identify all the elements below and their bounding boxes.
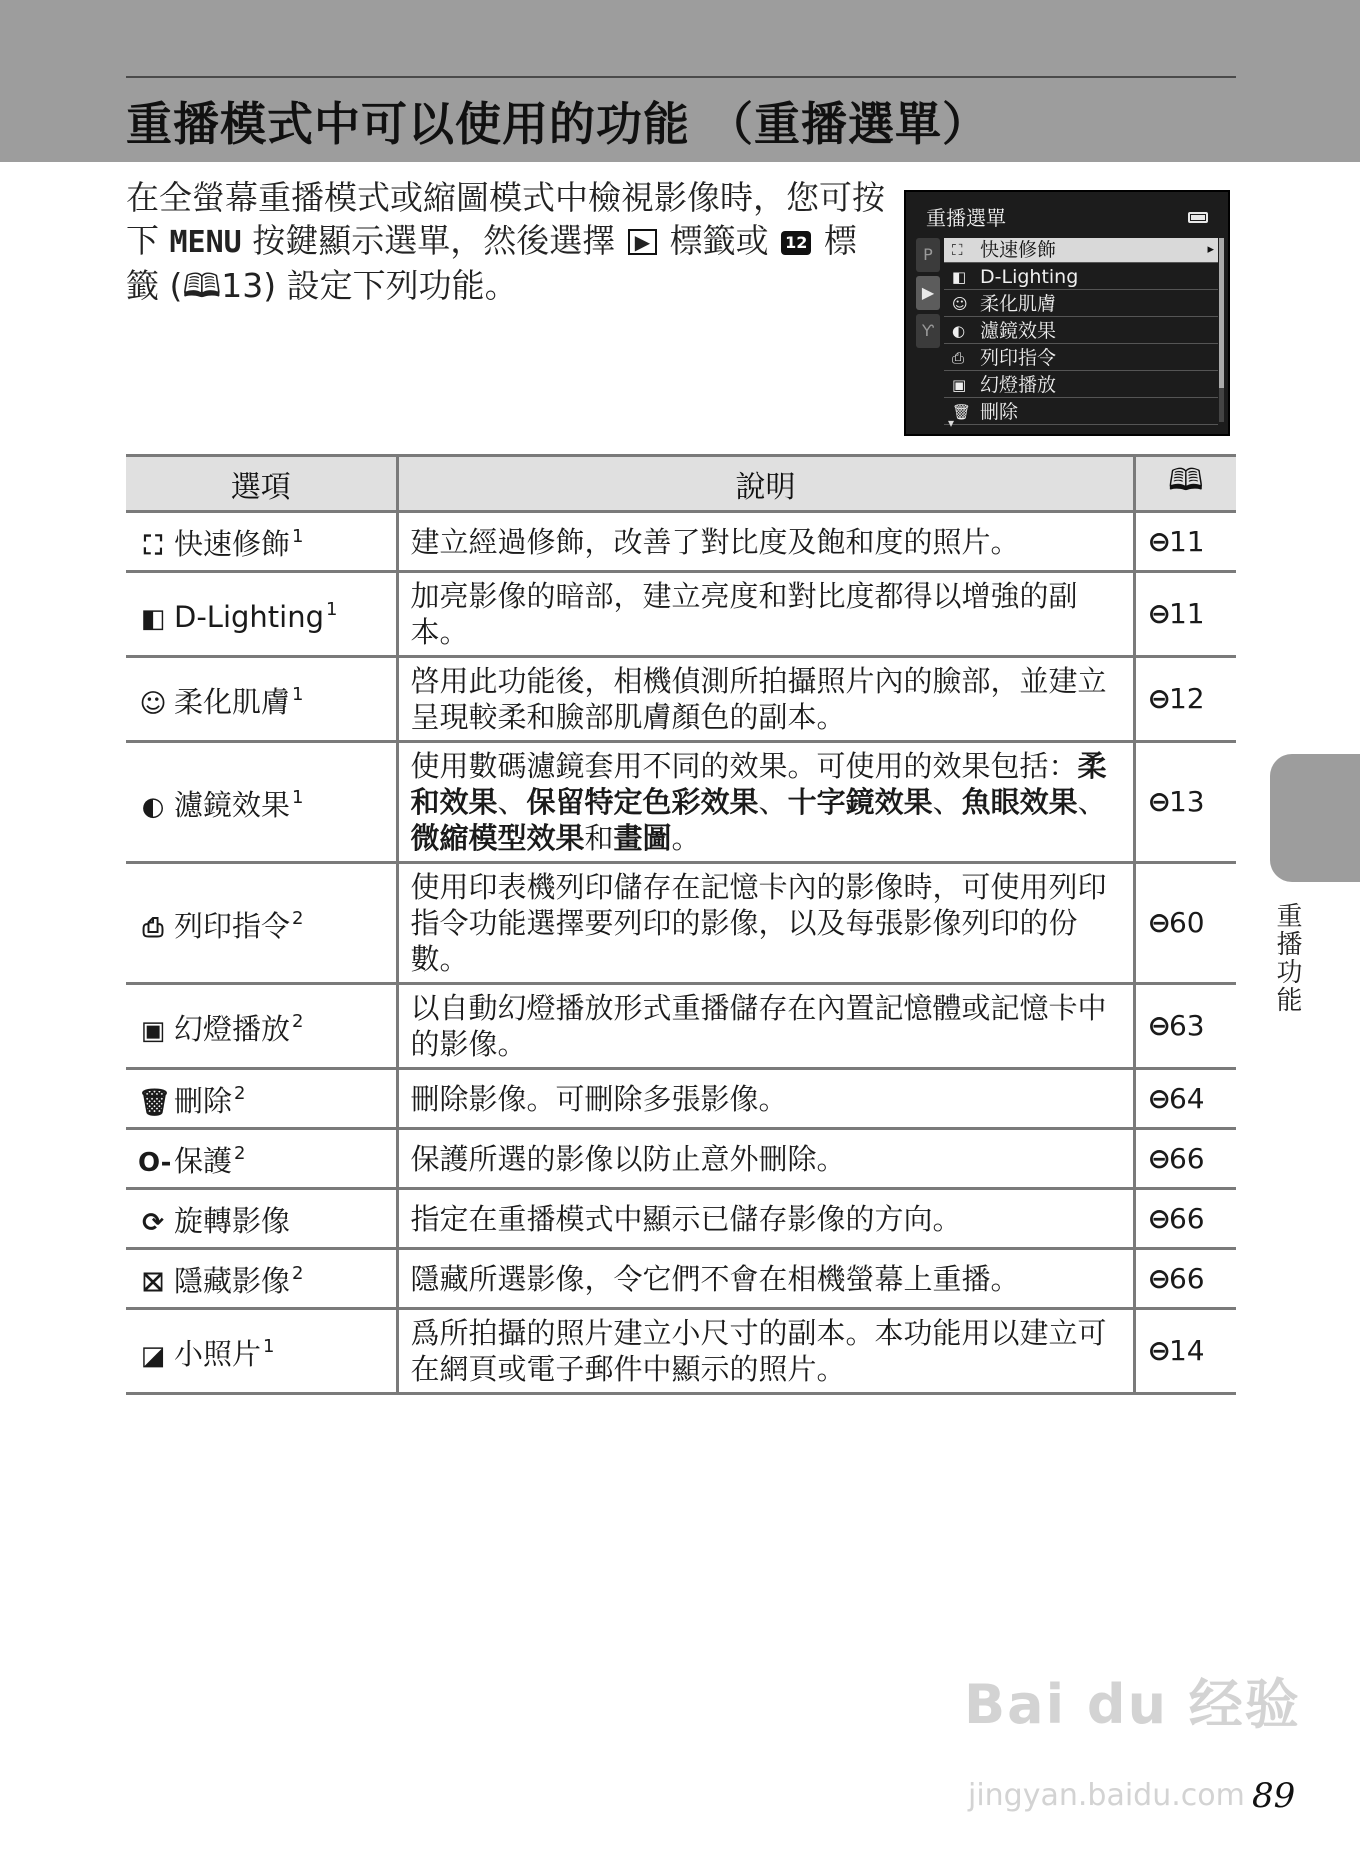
camera-menu-item-label: 刪除: [980, 401, 1019, 423]
small-picture-icon: ◪: [140, 1340, 166, 1371]
footnote-mark: 2: [292, 1263, 304, 1284]
ref-cell: [1134, 657, 1236, 742]
camera-menu-title: 重播選單: [926, 206, 1006, 230]
page-number: 89: [1252, 1776, 1296, 1816]
footnote-mark: 1: [292, 786, 304, 808]
effect-name: 魚眼效果: [961, 785, 1078, 819]
watermark-logo: Bai du 经验: [964, 1673, 1301, 1736]
more-items-arrow-icon: ▾: [948, 416, 955, 430]
camera-menu-item: [944, 292, 1218, 317]
reference-section-icon: ⊖: [1147, 906, 1169, 939]
ref-cell: [1134, 1189, 1236, 1249]
effect-name: 畫圖: [613, 821, 672, 855]
reference-section-icon: ⊖: [1147, 1334, 1169, 1367]
side-section-label: 重播功能: [1272, 902, 1302, 1014]
footnote-mark: 1: [326, 598, 338, 620]
option-cell: [126, 1309, 397, 1394]
reference-section-icon: ⊖: [1147, 1141, 1169, 1175]
camera-menu-item: [944, 346, 1218, 371]
header-description: 說明: [397, 456, 1134, 512]
option-label: 旋轉影像: [174, 1204, 291, 1238]
ref-page: 66: [1168, 1141, 1205, 1175]
description-cell: 加亮影像的暗部，建立亮度和對比度都得以增強的副本。: [397, 572, 1134, 657]
book-ref-icon: 🕮: [182, 266, 222, 305]
option-label: 小照片: [174, 1336, 262, 1371]
print-order-icon: ⎙: [142, 912, 164, 943]
description-cell: [397, 742, 1134, 863]
ref-page: 66: [1168, 1201, 1205, 1235]
camera-menu-item-label: 柔化肌膚: [980, 293, 1057, 315]
filter-effects-icon: ◐: [141, 791, 165, 822]
reference-section-icon: ⊖: [1147, 1009, 1169, 1042]
camera-menu-item: [944, 400, 1218, 425]
separator: 和: [584, 821, 614, 855]
menu-button-label: MENU: [169, 225, 242, 260]
footnote-mark: 1: [292, 526, 304, 547]
table-row: [126, 863, 1236, 984]
table-row: [126, 512, 1236, 572]
effect-name: 柔和效果: [410, 749, 1107, 819]
ref-page: 66: [1168, 1261, 1205, 1295]
reference-section-icon: ⊖: [1147, 1201, 1169, 1235]
reference-section-icon: ⊖: [1147, 1261, 1169, 1295]
camera-menu-list: [944, 238, 1218, 427]
table-row: [126, 572, 1236, 657]
reference-section-icon: ⊖: [1147, 785, 1169, 818]
header-ref-book-icon: 🕮: [1134, 456, 1236, 512]
submenu-arrow-icon: ▸: [1207, 242, 1214, 257]
intro-paragraph: [126, 176, 886, 307]
ref-cell: [1134, 984, 1236, 1069]
header-rule: [126, 76, 1236, 78]
option-label: 濾鏡效果: [174, 787, 291, 822]
camera-menu-item-label: 快速修飾: [980, 239, 1057, 261]
camera-menu-screenshot: [904, 190, 1230, 436]
separator: 。: [671, 821, 701, 855]
description-cell: 隱藏所選影像，令它們不會在相機螢幕上重播。: [397, 1249, 1134, 1309]
footnote-mark: 2: [292, 907, 304, 929]
description-cell: 爲所拍攝的照片建立小尺寸的副本。本功能用以建立可在網頁或電子郵件中顯示的照片。: [397, 1309, 1134, 1394]
playback-tab-icon: ▶: [916, 276, 940, 310]
intro-text-5: 13) 設定下列功能。: [221, 266, 518, 305]
option-cell: [126, 984, 397, 1069]
table-row: [126, 742, 1236, 863]
footnote-mark: 1: [263, 1335, 275, 1357]
footnote-mark: 2: [234, 1143, 246, 1164]
camera-menu-item: [944, 238, 1218, 263]
reference-section-icon: ⊖: [1147, 1081, 1169, 1115]
ref-page: 63: [1168, 1009, 1205, 1042]
ref-cell: [1134, 863, 1236, 984]
option-label: D-Lighting: [174, 599, 325, 634]
d-lighting-icon: ◧: [952, 268, 967, 286]
quick-retouch-icon: ⛶: [143, 531, 163, 561]
rotate-icon: ⟳: [142, 1208, 164, 1238]
ref-page: 60: [1168, 906, 1205, 939]
trash-icon: 🗑: [138, 1088, 172, 1118]
trash-icon: 🗑: [952, 403, 972, 421]
slide-show-icon: ▣: [140, 1015, 166, 1046]
table-header-row: [126, 456, 1236, 512]
table-row: [126, 1129, 1236, 1189]
ref-page: 12: [1168, 682, 1205, 715]
ref-cell: [1134, 512, 1236, 572]
footnote-mark: 2: [292, 1010, 304, 1032]
option-cell: [126, 512, 397, 572]
play-tab-icon: ▶: [628, 229, 657, 255]
option-cell: [126, 742, 397, 863]
ref-cell: [1134, 1309, 1236, 1394]
option-label: 柔化肌膚: [174, 684, 291, 719]
camera-menu-item-label: 幻燈播放: [980, 374, 1057, 396]
ref-page: 14: [1168, 1334, 1205, 1367]
list-tab-icon: 12: [781, 231, 811, 255]
table-row: [126, 1249, 1236, 1309]
separator: 、: [758, 785, 788, 819]
skin-softening-icon: ☺: [952, 295, 968, 313]
ref-cell: [1134, 1129, 1236, 1189]
description-text: 使用數碼濾鏡套用不同的效果。可使用的效果包括：: [410, 749, 1078, 783]
camera-menu-item: [944, 373, 1218, 398]
watermark-url: jingyan.baidu.com: [968, 1778, 1245, 1813]
print-order-icon: ⎙: [952, 349, 965, 367]
ref-page: 11: [1168, 597, 1205, 630]
description-cell: 刪除影像。可刪除多張影像。: [397, 1069, 1134, 1129]
description-cell: 保護所選的影像以防止意外刪除。: [397, 1129, 1134, 1189]
ref-cell: [1134, 1249, 1236, 1309]
separator: 、: [497, 785, 527, 819]
camera-menu-item-label: 濾鏡效果: [980, 320, 1057, 342]
ref-page: 64: [1168, 1081, 1205, 1115]
option-label: 刪除: [174, 1084, 233, 1118]
option-label: 快速修飾: [174, 527, 291, 561]
footnote-mark: 1: [292, 683, 304, 705]
intro-text-3: 標籤或: [659, 221, 780, 260]
option-label: 列印指令: [174, 908, 291, 943]
option-cell: [126, 572, 397, 657]
header-option: 選項: [126, 456, 397, 512]
option-cell: [126, 1069, 397, 1129]
hide-image-icon: ⛝: [143, 1268, 163, 1298]
table-row: [126, 1189, 1236, 1249]
playback-menu-table: [126, 454, 1236, 1395]
quick-retouch-icon: ⛶: [952, 241, 963, 259]
reference-section-icon: ⊖: [1147, 682, 1169, 715]
separator: 、: [932, 785, 962, 819]
camera-menu-item: [944, 265, 1218, 290]
page-title: 重播模式中可以使用的功能 （重播選單）: [126, 97, 990, 151]
reference-section-icon: ⊖: [1147, 524, 1169, 558]
option-label: 幻燈播放: [174, 1011, 291, 1046]
ref-cell: [1134, 1069, 1236, 1129]
description-cell: 啓用此功能後，相機偵測所拍攝照片內的臉部，並建立呈現較柔和臉部肌膚顏色的副本。: [397, 657, 1134, 742]
effect-name: 保留特定色彩效果: [526, 785, 759, 819]
d-lighting-icon: ◧: [140, 603, 166, 634]
description-cell: 指定在重播模式中顯示已儲存影像的方向。: [397, 1189, 1134, 1249]
table-row: [126, 657, 1236, 742]
table-row: [126, 984, 1236, 1069]
camera-menu-item-label: D-Lighting: [980, 266, 1079, 288]
reference-section-icon: ⊖: [1147, 597, 1169, 630]
ref-cell: [1134, 572, 1236, 657]
intro-text-4: 標籤 (: [126, 221, 857, 305]
effect-name: 十字鏡效果: [787, 785, 933, 819]
filter-effects-icon: ◐: [952, 322, 966, 340]
camera-menu-scrollbar: [1219, 238, 1224, 422]
camera-menu-item: [944, 319, 1218, 344]
key-icon: O-: [138, 1148, 172, 1178]
setup-wrench-icon: Ƴ: [916, 314, 940, 348]
option-cell: [126, 1129, 397, 1189]
side-section-tab: [1270, 754, 1360, 882]
footnote-mark: 2: [234, 1083, 246, 1104]
description-cell: 使用印表機列印儲存在記憶卡內的影像時，可使用列印指令功能選擇要列印的影像，以及每張影像列印的份數。: [397, 863, 1134, 984]
ref-page: 13: [1168, 785, 1205, 818]
option-cell: [126, 657, 397, 742]
intro-text-2: 按鍵顯示選單，然後選擇: [241, 221, 626, 260]
camera-menu-tabs: [916, 238, 940, 352]
option-label: 隱藏影像: [174, 1264, 291, 1298]
battery-icon: [1188, 212, 1208, 223]
shooting-tab-icon: P: [916, 238, 940, 272]
effect-name: 微縮模型效果: [410, 821, 585, 855]
option-label: 保護: [174, 1144, 233, 1178]
option-cell: [126, 1249, 397, 1309]
table-row: [126, 1069, 1236, 1129]
ref-cell: [1134, 742, 1236, 863]
description-cell: 以自動幻燈播放形式重播儲存在內置記憶體或記憶卡中的影像。: [397, 984, 1134, 1069]
option-cell: [126, 863, 397, 984]
separator: 、: [1077, 785, 1107, 819]
ref-page: 11: [1168, 524, 1205, 558]
intro-text-1: 在全螢幕重播模式或縮圖模式中檢視影像時，您可按下: [126, 178, 885, 260]
skin-softening-icon: ☺: [139, 688, 167, 719]
camera-menu-item-label: 列印指令: [980, 347, 1057, 369]
slide-show-icon: ▣: [952, 376, 967, 394]
table-row: [126, 1309, 1236, 1394]
option-cell: [126, 1189, 397, 1249]
description-cell: 建立經過修飾，改善了對比度及飽和度的照片。: [397, 512, 1134, 572]
